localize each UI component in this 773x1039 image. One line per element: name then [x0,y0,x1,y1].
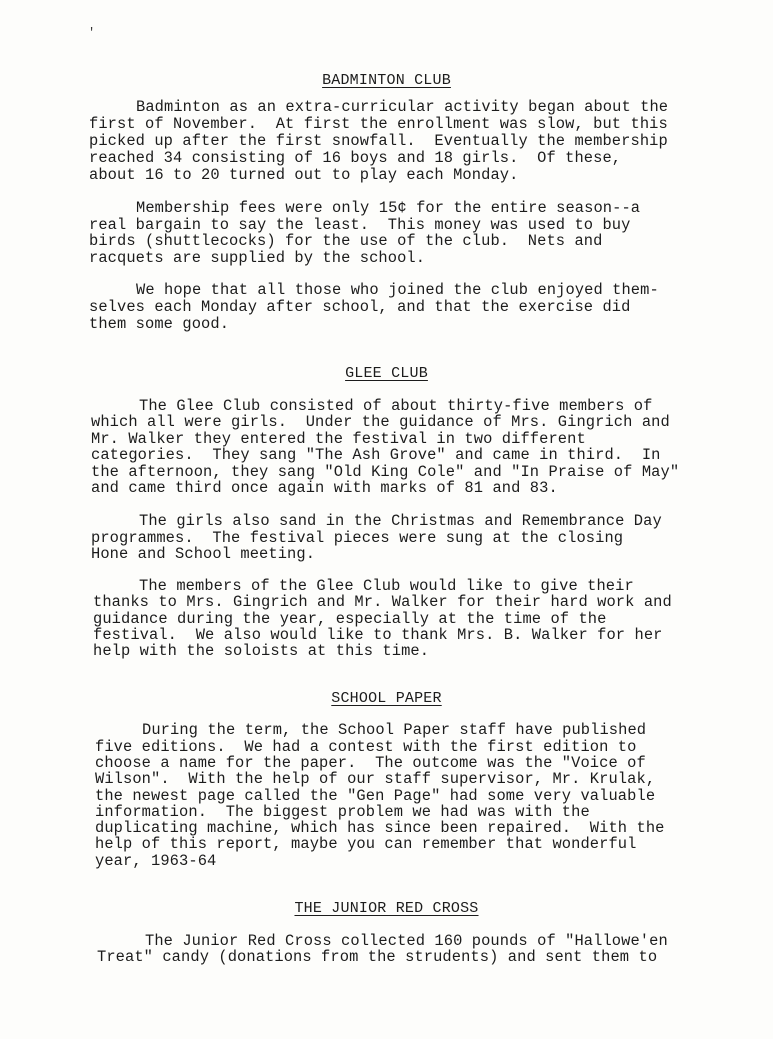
text-line: help with the soloists at this time. [93,642,430,660]
text-line: racquets are supplied by the school. [89,249,426,267]
text-line: duplicating machine, which has since been repaired. With the [95,819,665,837]
text-line: thanks to Mrs. Gingrich and Mr. Walker for their hard work and [93,593,672,611]
text-line: The Junior Red Cross collected 160 pounds of "Hallowe'en [145,932,668,950]
text-line: the newest page called the "Gen Page" had some very valuable [95,787,656,805]
text-line: picked up after the first snowfall. Eventually the membership [89,132,668,150]
text-line: the afternoon, they sang "Old King Cole" and "In Praise of May" [91,463,680,481]
text-line: Wilson". With the help of our staff supervisor, Mr. Krulak, [95,770,656,788]
text-line: Treat" candy (donations from the strudents) and sent them to [97,948,658,966]
text-line: During the term, the School Paper staff have published [142,721,647,739]
text-line: five editions. We had a contest with the first edition to [95,738,637,756]
text-line: first of November. At first the enrollment was slow, but this [89,115,668,133]
text-line: reached 34 consisting of 16 boys and 18 girls. Of these, [89,149,622,167]
text-line: information. The biggest problem we had was with the [95,803,590,821]
text-line: birds (shuttlecocks) for the use of the club. Nets and [89,232,603,250]
text-line: Membership fees were only 15¢ for the entire season--a [136,199,641,217]
section-heading-school-paper: SCHOOL PAPER [331,690,442,707]
text-line: year, 1963-64 [95,852,217,870]
text-line: and came third once again with marks of 81 and 83. [91,479,558,497]
text-line: We hope that all those who joined the club enjoyed them- [136,281,659,299]
text-line: Badminton as an extra-curricular activity began about the [136,98,669,116]
section-heading-junior-red-cross: THE JUNIOR RED CROSS [294,900,479,917]
text-line: The Glee Club consisted of about thirty-five members of [139,397,653,415]
text-line: programmes. The festival pieces were sung at the closing [91,529,624,547]
text-line: selves each Monday after school, and that the exercise did [89,298,631,316]
text-line: help of this report, maybe you can remember that wonderful [95,835,637,853]
section-heading-glee-club: GLEE CLUB [345,365,428,382]
text-line: which all were girls. Under the guidance of Mrs. Gingrich and [91,413,670,431]
text-line: about 16 to 20 turned out to play each Monday. [89,166,519,184]
text-line: festival. We also would like to thank Mrs. B. Walker for her [93,626,663,644]
text-line: The girls also sand in the Christmas and Remembrance Day [139,512,662,530]
text-line: categories. They sang "The Ash Grove" and came in third. In [91,446,661,464]
text-line: choose a name for the paper. The outcome was the "Voice of [95,754,646,772]
text-line: Mr. Walker they entered the festival in two different [91,430,586,448]
text-line: guidance during the year, especially at the time of the [93,610,607,628]
text-line: them some good. [89,315,230,333]
text-line: The members of the Glee Club would like to give their [139,577,634,595]
page-mark: ' [88,26,96,40]
text-line: real bargain to say the least. This money was used to buy [89,216,631,234]
section-heading-badminton-club: BADMINTON CLUB [322,72,451,89]
text-line: Hone and School meeting. [91,545,316,563]
